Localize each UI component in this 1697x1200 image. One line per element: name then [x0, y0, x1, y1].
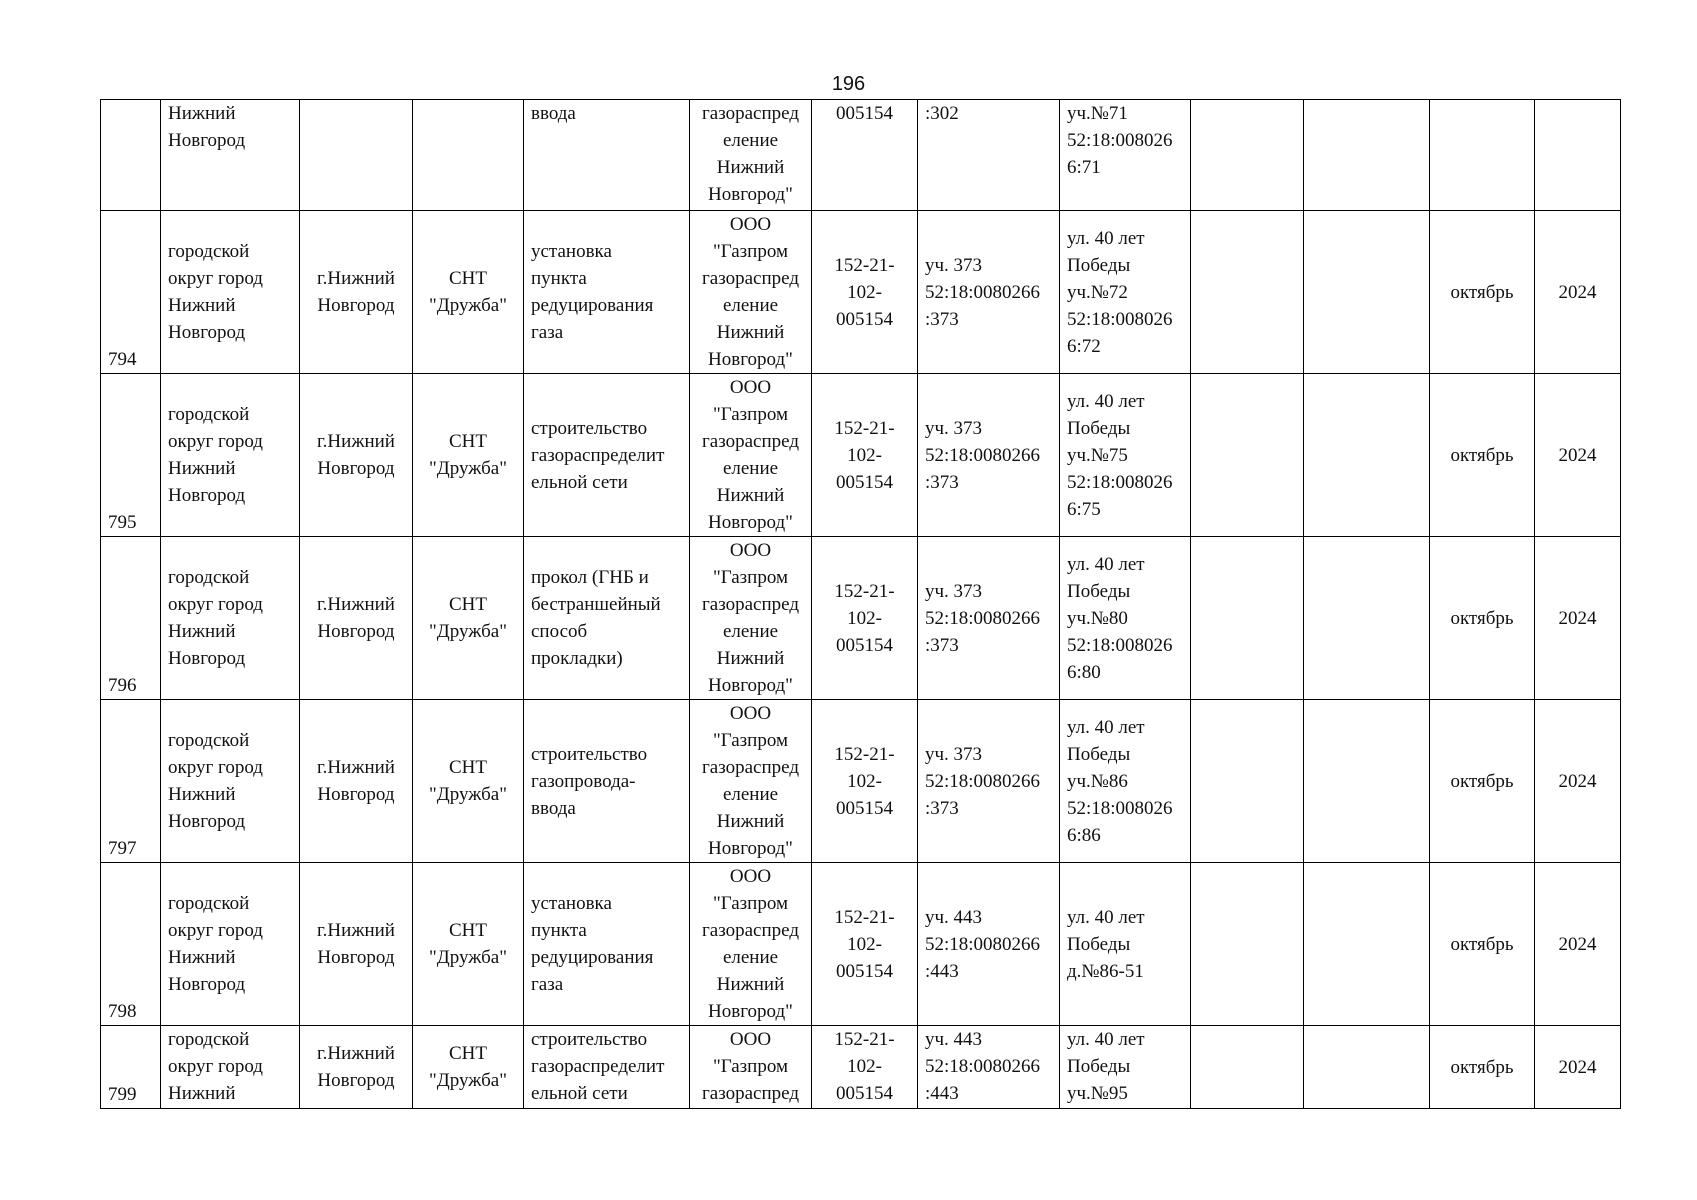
organization-cell	[690, 100, 812, 211]
address-cell-line: 52:18:008026	[1067, 308, 1173, 330]
month-cell	[1430, 100, 1535, 211]
organization-cell	[690, 211, 812, 374]
district-cell-line: Новгород	[168, 648, 246, 669]
district-cell-line: городской	[168, 567, 250, 588]
district-cell	[161, 1026, 300, 1109]
organization-cell	[690, 374, 812, 537]
city-cell-line: Новгород	[317, 947, 395, 968]
year-cell: 2024	[1535, 211, 1621, 374]
snt-cell-line: "Дружба"	[429, 458, 507, 479]
organization-cell-line: "Газпром	[712, 241, 789, 262]
work-type-cell-line: газораспределит	[531, 1056, 665, 1077]
organization-cell-line: "Газпром	[712, 893, 789, 914]
empty-cell	[1304, 863, 1430, 1026]
plot-cadastral-cell-line: уч. 373	[925, 417, 983, 439]
work-type-cell-line: пункта	[531, 268, 587, 289]
city-cell	[300, 374, 413, 537]
empty-cell	[1191, 700, 1304, 863]
empty-cell	[1304, 1026, 1430, 1109]
snt-cell	[413, 1026, 524, 1109]
empty-cell	[1191, 211, 1304, 374]
contract-number-cell	[812, 863, 918, 1026]
organization-cell-line: газораспред	[701, 103, 799, 124]
work-type-cell-line: газораспределит	[531, 444, 665, 466]
district-cell-line: округ город	[168, 431, 263, 452]
city-cell	[300, 100, 413, 211]
district-cell-line: Нижний	[168, 458, 236, 479]
address-cell	[1060, 863, 1191, 1026]
city-cell-line: г.Нижний	[317, 1043, 395, 1064]
organization-cell-line: ООО	[729, 540, 772, 561]
district-cell-line: округ город	[168, 920, 263, 941]
empty-cell	[1304, 100, 1430, 211]
snt-cell-line: "Дружба"	[429, 784, 507, 805]
plot-cadastral-cell-line: 52:18:0080266	[925, 607, 1041, 629]
district-cell-line: Нижний	[168, 295, 236, 316]
address-cell	[1060, 700, 1191, 863]
work-type-cell-line: строительство	[531, 417, 648, 439]
district-cell-line: Нижний	[168, 784, 236, 805]
plot-cadastral-cell-line: :373	[925, 797, 959, 819]
contract-number-cell-line: 005154	[836, 797, 893, 819]
row-number: 794	[101, 211, 161, 374]
month-cell: октябрь	[1430, 863, 1535, 1026]
address-cell-line: 52:18:008026	[1067, 634, 1173, 656]
organization-cell-line: Нижний	[716, 648, 785, 669]
organization-cell-line: Нижний	[716, 974, 785, 995]
district-cell-line: Новгород	[168, 322, 246, 343]
plot-cadastral-cell-line: 52:18:0080266	[925, 770, 1041, 792]
organization-cell-line: еление	[722, 130, 779, 151]
snt-cell	[413, 100, 524, 211]
work-type-cell	[524, 537, 690, 700]
plot-cadastral-cell-line: уч. 373	[925, 254, 983, 276]
district-cell-line: округ город	[168, 1056, 263, 1077]
year-cell: 2024	[1535, 863, 1621, 1026]
organization-cell	[690, 700, 812, 863]
district-cell-line: городской	[168, 1029, 250, 1050]
empty-cell	[1191, 1026, 1304, 1109]
organization-cell-line: Новгород"	[708, 1001, 793, 1022]
address-cell	[1060, 211, 1191, 374]
work-type-cell-line: газа	[531, 322, 564, 343]
contract-number-cell-line: 005154	[836, 103, 893, 124]
district-cell-line: Нижний	[168, 947, 236, 968]
contract-number-cell-line: 152-21-	[834, 1029, 895, 1050]
table-row	[101, 100, 1621, 211]
plot-cadastral-cell	[918, 100, 1060, 211]
work-type-cell-line: прокол (ГНБ и	[531, 567, 649, 588]
contract-number-cell-line: 102-	[847, 1056, 882, 1077]
address-cell	[1060, 537, 1191, 700]
work-type-cell-line: ельной сети	[531, 1083, 628, 1104]
organization-cell-line: Нижний	[716, 157, 785, 178]
plot-cadastral-cell-line: :373	[925, 471, 959, 493]
address-cell-line: уч.№75	[1067, 444, 1128, 466]
address-cell-line: уч.№86	[1067, 770, 1128, 792]
district-cell-line: городской	[168, 893, 250, 914]
city-cell-line: г.Нижний	[317, 920, 395, 941]
contract-number-cell-line: 102-	[847, 933, 882, 955]
organization-cell-line: Новгород"	[708, 184, 793, 205]
district-cell-line: Нижний	[168, 103, 236, 124]
table-row	[101, 1026, 1621, 1109]
contract-number-cell-line: 152-21-	[834, 580, 895, 602]
organization-cell-line: газораспред	[701, 268, 799, 289]
empty-cell	[1191, 374, 1304, 537]
address-cell-line: ул. 40 лет	[1067, 390, 1145, 412]
work-type-cell-line: редуцирования	[531, 295, 654, 316]
district-cell-line: округ город	[168, 757, 263, 778]
empty-cell	[1304, 374, 1430, 537]
page-number: 196	[831, 73, 866, 95]
work-type-cell-line: строительство	[531, 1029, 648, 1050]
contract-number-cell-line: 005154	[836, 960, 893, 982]
district-cell-line: городской	[168, 404, 250, 425]
address-cell-line: Победы	[1067, 417, 1131, 439]
snt-cell-line: "Дружба"	[429, 1070, 507, 1091]
plot-cadastral-cell	[918, 863, 1060, 1026]
city-cell-line: Новгород	[317, 295, 395, 316]
city-cell-line: Новгород	[317, 458, 395, 479]
address-cell-line: ул. 40 лет	[1067, 553, 1145, 575]
plot-cadastral-cell-line: :373	[925, 308, 959, 330]
city-cell-line: Новгород	[317, 1070, 395, 1091]
month-cell: октябрь	[1430, 374, 1535, 537]
organization-cell-line: Новгород"	[708, 512, 793, 533]
address-cell	[1060, 374, 1191, 537]
contract-number-cell	[812, 374, 918, 537]
table-row	[101, 863, 1621, 1026]
plot-cadastral-cell-line: уч. 443	[925, 1029, 983, 1050]
organization-cell-line: еление	[722, 784, 779, 805]
city-cell	[300, 863, 413, 1026]
address-cell-line: уч.№95	[1067, 1083, 1128, 1104]
work-type-cell-line: газа	[531, 974, 564, 995]
contract-number-cell	[812, 211, 918, 374]
snt-cell	[413, 374, 524, 537]
snt-cell-line: "Дружба"	[429, 621, 507, 642]
city-cell	[300, 537, 413, 700]
organization-cell-line: "Газпром	[712, 1056, 789, 1077]
organization-cell-line: ООО	[729, 703, 772, 724]
district-cell-line: Новгород	[168, 485, 246, 506]
work-type-cell	[524, 700, 690, 863]
contract-number-cell-line: 102-	[847, 444, 882, 466]
address-cell-line: 52:18:008026	[1067, 471, 1173, 493]
work-type-cell-line: редуцирования	[531, 947, 654, 968]
address-cell	[1060, 100, 1191, 211]
row-number: 795	[101, 374, 161, 537]
plot-cadastral-cell-line: :373	[925, 634, 959, 656]
work-type-cell-line: установка	[531, 241, 612, 262]
work-type-cell-line: строительство	[531, 743, 648, 765]
contract-number-cell-line: 005154	[836, 308, 893, 330]
year-cell: 2024	[1535, 1026, 1621, 1109]
address-cell-line: ул. 40 лет	[1067, 1029, 1145, 1050]
snt-cell-line: СНТ	[449, 757, 487, 778]
organization-cell-line: "Газпром	[712, 404, 789, 425]
address-cell-line: 6:72	[1067, 335, 1101, 357]
year-cell	[1535, 100, 1621, 211]
district-cell-line: Нижний	[168, 621, 236, 642]
contract-number-cell-line: 102-	[847, 770, 882, 792]
work-type-cell	[524, 863, 690, 1026]
address-cell-line: д.№86-51	[1067, 960, 1144, 982]
address-cell-line: ул. 40 лет	[1067, 227, 1145, 249]
address-cell	[1060, 1026, 1191, 1109]
plot-cadastral-cell-line: 52:18:0080266	[925, 444, 1041, 466]
address-cell-line: 52:18:008026	[1067, 130, 1173, 151]
empty-cell	[1191, 537, 1304, 700]
organization-cell-line: Нижний	[716, 811, 785, 832]
month-cell: октябрь	[1430, 1026, 1535, 1109]
district-cell-line: Новгород	[168, 130, 246, 151]
year-cell: 2024	[1535, 374, 1621, 537]
plot-cadastral-cell	[918, 211, 1060, 374]
snt-cell-line: СНТ	[449, 920, 487, 941]
organization-cell	[690, 537, 812, 700]
empty-cell	[1191, 863, 1304, 1026]
city-cell-line: Новгород	[317, 784, 395, 805]
district-cell-line: округ город	[168, 594, 263, 615]
work-type-cell	[524, 211, 690, 374]
plot-cadastral-cell-line: :443	[925, 1083, 959, 1104]
month-cell: октябрь	[1430, 537, 1535, 700]
address-cell-line: ул. 40 лет	[1067, 906, 1145, 928]
work-type-cell-line: пункта	[531, 920, 587, 941]
organization-cell-line: газораспред	[701, 920, 799, 941]
address-cell-line: ул. 40 лет	[1067, 716, 1145, 738]
contract-number-cell-line: 005154	[836, 471, 893, 493]
row-number: 799	[101, 1026, 161, 1109]
address-cell-line: Победы	[1067, 1056, 1131, 1077]
address-cell-line: Победы	[1067, 580, 1131, 602]
address-cell-line: 6:71	[1067, 157, 1101, 178]
organization-cell-line: еление	[722, 295, 779, 316]
district-cell-line: Новгород	[168, 811, 246, 832]
work-type-cell-line: способ	[531, 621, 588, 642]
address-cell-line: 52:18:008026	[1067, 797, 1173, 819]
district-cell	[161, 100, 300, 211]
organization-cell	[690, 863, 812, 1026]
district-cell-line: городской	[168, 241, 250, 262]
organization-cell-line: газораспред	[701, 757, 799, 778]
address-cell-line: уч.№80	[1067, 607, 1128, 629]
snt-cell	[413, 537, 524, 700]
organization-cell-line: Новгород"	[708, 349, 793, 370]
work-type-cell	[524, 1026, 690, 1109]
organization-cell-line: Новгород"	[708, 675, 793, 696]
city-cell-line: г.Нижний	[317, 268, 395, 289]
row-number: 798	[101, 863, 161, 1026]
city-cell-line: г.Нижний	[317, 594, 395, 615]
contract-number-cell-line: 152-21-	[834, 906, 895, 928]
snt-cell-line: "Дружба"	[429, 295, 507, 316]
organization-cell	[690, 1026, 812, 1109]
work-type-cell-line: установка	[531, 893, 612, 914]
contract-number-cell-line: 005154	[836, 634, 893, 656]
work-type-cell-line: ввода	[531, 797, 576, 819]
organization-cell-line: ООО	[729, 377, 772, 398]
row-number: 796	[101, 537, 161, 700]
plot-cadastral-cell-line: уч. 373	[925, 743, 983, 765]
plot-cadastral-cell-line: :302	[925, 103, 959, 124]
work-type-cell	[524, 100, 690, 211]
empty-cell	[1304, 211, 1430, 374]
contract-number-cell	[812, 537, 918, 700]
plot-cadastral-cell-line: 52:18:0080266	[925, 1056, 1041, 1077]
snt-cell	[413, 700, 524, 863]
work-type-cell	[524, 374, 690, 537]
contract-number-cell	[812, 700, 918, 863]
organization-cell-line: Нижний	[716, 322, 785, 343]
organization-cell-line: еление	[722, 621, 779, 642]
contract-number-cell	[812, 100, 918, 211]
organization-cell-line: ООО	[729, 1029, 772, 1050]
plot-cadastral-cell-line: :443	[925, 960, 959, 982]
address-cell-line: 6:86	[1067, 824, 1101, 846]
organization-cell-line: "Газпром	[712, 730, 789, 751]
contract-number-cell-line: 102-	[847, 607, 882, 629]
month-cell: октябрь	[1430, 700, 1535, 863]
work-type-cell-line: бестраншейный	[531, 594, 661, 615]
year-cell: 2024	[1535, 700, 1621, 863]
address-cell-line: Победы	[1067, 743, 1131, 765]
empty-cell	[1191, 100, 1304, 211]
contract-number-cell-line: 152-21-	[834, 417, 895, 439]
district-cell-line: городской	[168, 730, 250, 751]
district-cell-line: округ город	[168, 268, 263, 289]
snt-cell-line: "Дружба"	[429, 947, 507, 968]
organization-cell-line: ООО	[729, 214, 772, 235]
work-type-cell-line: ввода	[531, 103, 576, 124]
table-row	[101, 374, 1621, 537]
works-table	[100, 99, 1621, 1109]
organization-cell-line: ООО	[729, 866, 772, 887]
empty-cell	[1304, 700, 1430, 863]
contract-number-cell	[812, 1026, 918, 1109]
district-cell	[161, 863, 300, 1026]
address-cell-line: уч.№71	[1067, 103, 1128, 124]
table-row	[101, 211, 1621, 374]
district-cell-line: Новгород	[168, 974, 246, 995]
contract-number-cell-line: 102-	[847, 281, 882, 303]
table-body	[101, 100, 1621, 1109]
address-cell-line: 6:75	[1067, 498, 1101, 520]
row-number	[101, 100, 161, 211]
address-cell-line: уч.№72	[1067, 281, 1128, 303]
plot-cadastral-cell	[918, 700, 1060, 863]
organization-cell-line: еление	[722, 458, 779, 479]
plot-cadastral-cell-line: уч. 373	[925, 580, 983, 602]
organization-cell-line: Новгород"	[708, 838, 793, 859]
city-cell	[300, 700, 413, 863]
organization-cell-line: газораспред	[701, 1083, 799, 1104]
organization-cell-line: еление	[722, 947, 779, 968]
district-cell	[161, 537, 300, 700]
snt-cell-line: СНТ	[449, 431, 487, 452]
city-cell-line: Новгород	[317, 621, 395, 642]
work-type-cell-line: прокладки)	[531, 648, 623, 669]
organization-cell-line: "Газпром	[712, 567, 789, 588]
contract-number-cell-line: 152-21-	[834, 743, 895, 765]
empty-cell	[1304, 537, 1430, 700]
address-cell-line: 6:80	[1067, 661, 1101, 683]
plot-cadastral-cell	[918, 1026, 1060, 1109]
contract-number-cell-line: 152-21-	[834, 254, 895, 276]
organization-cell-line: газораспред	[701, 431, 799, 452]
contract-number-cell-line: 005154	[836, 1083, 893, 1104]
city-cell-line: г.Нижний	[317, 757, 395, 778]
district-cell	[161, 374, 300, 537]
city-cell	[300, 1026, 413, 1109]
address-cell-line: Победы	[1067, 933, 1131, 955]
district-cell-line: Нижний	[168, 1083, 236, 1104]
plot-cadastral-cell	[918, 537, 1060, 700]
month-cell: октябрь	[1430, 211, 1535, 374]
snt-cell-line: СНТ	[449, 1043, 487, 1064]
work-type-cell-line: газопровода-	[531, 770, 636, 792]
address-cell-line: Победы	[1067, 254, 1131, 276]
district-cell	[161, 211, 300, 374]
table-row	[101, 537, 1621, 700]
snt-cell	[413, 863, 524, 1026]
plot-cadastral-cell-line: уч. 443	[925, 906, 983, 928]
table-row	[101, 700, 1621, 863]
snt-cell-line: СНТ	[449, 594, 487, 615]
row-number: 797	[101, 700, 161, 863]
snt-cell-line: СНТ	[449, 268, 487, 289]
organization-cell-line: газораспред	[701, 594, 799, 615]
snt-cell	[413, 211, 524, 374]
year-cell: 2024	[1535, 537, 1621, 700]
organization-cell-line: Нижний	[716, 485, 785, 506]
city-cell	[300, 211, 413, 374]
district-cell	[161, 700, 300, 863]
city-cell-line: г.Нижний	[317, 431, 395, 452]
plot-cadastral-cell	[918, 374, 1060, 537]
plot-cadastral-cell-line: 52:18:0080266	[925, 933, 1041, 955]
plot-cadastral-cell-line: 52:18:0080266	[925, 281, 1041, 303]
work-type-cell-line: ельной сети	[531, 471, 628, 493]
